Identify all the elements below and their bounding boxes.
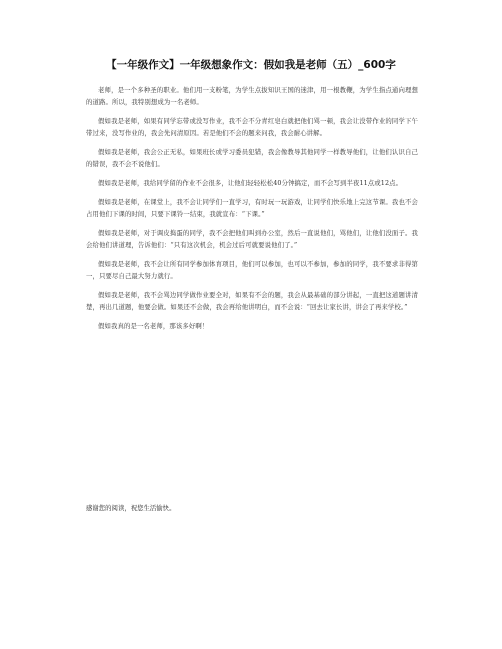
paragraph-2: 假如我是老师，如果有同学忘带或没写作业，我不会不分青红皂白就把他们骂一顿，我会让没带作业的同学下午带过来，没写作业的，我会先问清原因。若是他们不会的题来问我，我会耐心讲解。 — [86, 117, 418, 137]
paragraph-5: 假如我是老师，在课堂上，我不会让同学们一直学习，有时玩一玩游戏，让同学们快乐地上完这节课。我也不会占用他们下课的时间，只要下课铃一结束，我就宣布：“下课。” — [86, 198, 418, 218]
paragraph-3: 假如我是老师，我会公正无私，如果班长或学习委员犯错，我会像教导其他同学一样教导他们，让他们认识自己的错误，我不会不说他们。 — [86, 148, 418, 168]
document-title: 【一年级作文】一年级想象作文：假如我是老师（五）_600字 — [106, 59, 396, 71]
paragraph-8: 假如我是老师，我不会骂边同学做作业要全对，如果有不会的题，我会从最基础的部分讲起，一直把这道题讲清楚，再出几道题，他要会做。如果还不会做，我会再给他讲明白，而不会说：“回去让家长讲，讲会了再来学校。” — [86, 291, 418, 311]
paragraph-4: 假如我是老师，我给同学留的作业不会很多，让他们轻轻松松40分钟搞定，而不会写到半夜11点或12点。 — [98, 179, 403, 187]
paragraph-1: 老师，是一个多种圣的职业。他们用一支粉笔，为学生点拔知识王国的迷津，用一根教鞭，为学生指点通向理想的道路。所以，我特别想成为一名老师。 — [86, 86, 418, 106]
closing-note: 感谢您的阅读，祝您生活愉快。 — [86, 504, 176, 512]
paragraph-6: 假如我是老师，对于调皮捣蛋的同学，我不会把他们叫到办公室，然后一直说他们，骂他们，让他们没面子。我会给他们讲道理，告诉他们：“只有这次机会，机会过后可就要说他们了。” — [86, 229, 418, 249]
paragraph-9: 假如我真的是一名老师，那该多好啊！ — [98, 322, 209, 330]
paragraph-7: 假如我是老师，我不会让所有同学参加体育项目，他们可以参加，也可以不参加，参加的同学，我不要求非得第一，只要尽自己最大努力就行。 — [86, 260, 418, 280]
document-body — [86, 84, 418, 339]
